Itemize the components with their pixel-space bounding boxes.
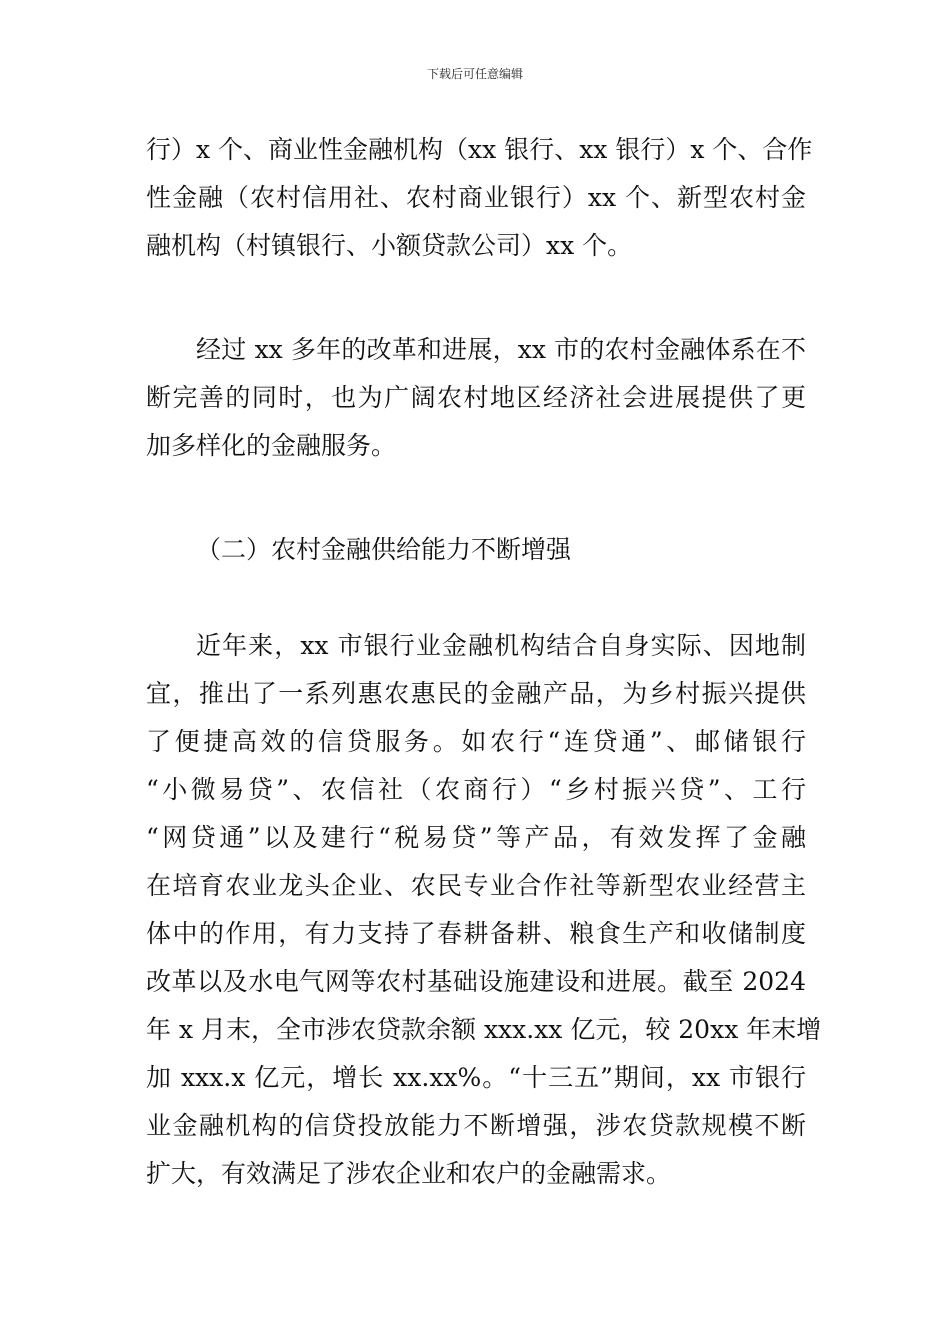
section-heading: （二）农村金融供给能力不断增强	[196, 535, 572, 564]
text-line: 断完善的同时，也为广阔农村地区经济社会进展提供了更	[146, 383, 806, 412]
text-line: 经过 xx 多年的改革和进展，xx 市的农村金融体系在不	[196, 335, 806, 364]
text-line: 在培育农业龙头企业、农民专业合作社等新型农业经营主	[146, 871, 806, 900]
paragraph-reform	[146, 326, 806, 470]
text-line: 年 x 月末，全市涉农贷款余额 xxx.xx 亿元，较 20xx 年末增	[146, 1015, 822, 1044]
paragraph-institutions	[146, 126, 813, 270]
text-line: 体中的作用，有力支持了春耕备耕、粮食生产和收储制度	[146, 919, 806, 948]
text-line: 宜，推出了一系列惠农惠民的金融产品，为乡村振兴提供	[146, 679, 806, 708]
text-line: 加多样化的金融服务。	[146, 431, 397, 460]
text-line: 性金融（农村信用社、农村商业银行）xx 个、新型农村金	[146, 183, 806, 212]
text-line: 了便捷高效的信贷服务。如农行“连贷通”、邮储银行	[146, 727, 806, 756]
text-line: 近年来，xx 市银行业金融机构结合自身实际、因地制	[196, 631, 806, 660]
text-line: “小微易贷”、农信社（农商行）“乡村振兴贷”、工行	[146, 775, 806, 804]
page-header-note: 下载后可任意编辑	[426, 67, 523, 81]
text-line: 扩大，有效满足了涉农企业和农户的金融需求。	[146, 1159, 672, 1188]
text-line: 改革以及水电气网等农村基础设施建设和进展。截至 2024	[146, 967, 806, 996]
text-line: 融机构（村镇银行、小额贷款公司）xx 个。	[146, 231, 633, 260]
text-line: 行）x 个、商业性金融机构（xx 银行、xx 银行）x 个、合作	[146, 135, 813, 164]
text-line: 业金融机构的信贷投放能力不断增强，涉农贷款规模不断	[146, 1111, 806, 1140]
text-line: 加 xxx.x 亿元，增长 xx.xx%。“十三五”期间，xx 市银行	[146, 1063, 806, 1092]
text-line: “网贷通”以及建行“税易贷”等产品，有效发挥了金融	[146, 823, 806, 852]
paragraph-supply-capacity	[146, 622, 822, 1198]
